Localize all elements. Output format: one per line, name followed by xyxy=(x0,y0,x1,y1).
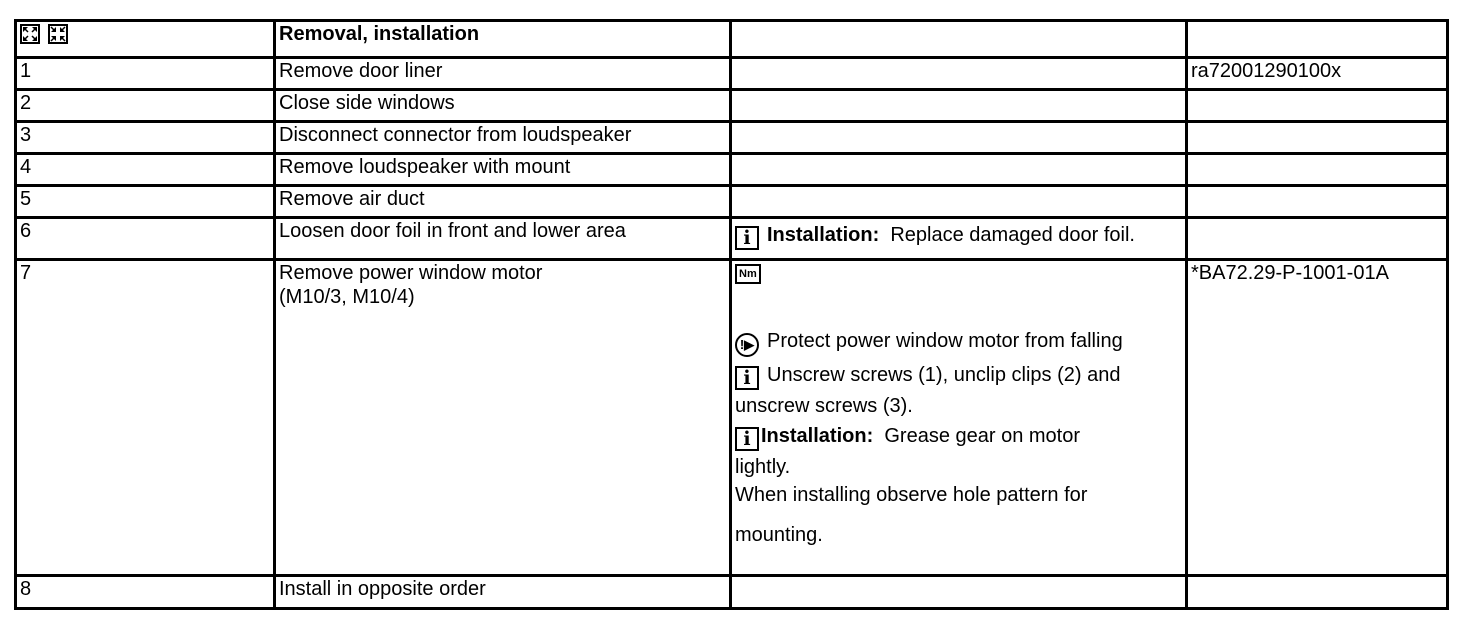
note-text: Replace damaged door foil. xyxy=(890,224,1135,246)
table-row xyxy=(16,260,1448,576)
step-number: 4 xyxy=(16,154,275,186)
step-number: 5 xyxy=(16,186,275,218)
step-action: Close side windows xyxy=(275,90,731,122)
step-action xyxy=(275,260,731,576)
collapse-all-icon[interactable] xyxy=(48,24,68,44)
table-row xyxy=(16,90,1448,122)
step-notes xyxy=(731,576,1187,609)
step-action: Install in opposite order xyxy=(275,576,731,609)
step-action-line: (M10/3, M10/4) xyxy=(279,286,415,308)
step-reference xyxy=(1187,154,1448,186)
step-number: 8 xyxy=(16,576,275,609)
torque-nm-icon[interactable]: Nm xyxy=(735,264,761,284)
info-text: lightly. xyxy=(735,456,791,478)
step-notes xyxy=(731,154,1187,186)
info-icon[interactable]: i xyxy=(735,427,759,451)
step-notes xyxy=(731,260,1187,576)
expand-all-icon[interactable] xyxy=(20,24,40,44)
step-number: 7 xyxy=(16,260,275,576)
step-reference xyxy=(1187,186,1448,218)
step-reference xyxy=(1187,122,1448,154)
step-action: Disconnect connector from loudspeaker xyxy=(275,122,731,154)
step-action: Remove air duct xyxy=(275,186,731,218)
step-number: 2 xyxy=(16,90,275,122)
header-title: Removal, installation xyxy=(275,21,731,58)
info-text: mounting. xyxy=(735,524,823,546)
warning-text: Protect power window motor from falling xyxy=(767,330,1123,352)
step-action-line: Remove power window motor xyxy=(279,262,543,284)
table-row xyxy=(16,122,1448,154)
header-icons-cell xyxy=(16,21,275,58)
table-row xyxy=(16,154,1448,186)
procedure-table xyxy=(14,19,1449,610)
info-icon[interactable]: i xyxy=(735,226,759,250)
step-notes xyxy=(731,122,1187,154)
step-action: Remove loudspeaker with mount xyxy=(275,154,731,186)
step-notes xyxy=(731,58,1187,90)
note-label: Installation: xyxy=(761,425,874,447)
step-number: 6 xyxy=(16,218,275,260)
info-icon[interactable]: i xyxy=(735,366,759,390)
step-reference xyxy=(1187,90,1448,122)
table-row xyxy=(16,218,1448,260)
table-row xyxy=(16,58,1448,90)
step-reference-link[interactable]: *BA72.29-P-1001-01A xyxy=(1187,260,1448,576)
header-empty-cell xyxy=(731,21,1187,58)
note-label: Installation: xyxy=(767,224,880,246)
step-reference xyxy=(1187,218,1448,260)
step-reference xyxy=(1187,576,1448,609)
info-text: unscrew screws (3). xyxy=(735,395,913,417)
step-number: 3 xyxy=(16,122,275,154)
step-reference-link[interactable]: ra72001290100x xyxy=(1187,58,1448,90)
step-action: Remove door liner xyxy=(275,58,731,90)
step-action: Loosen door foil in front and lower area xyxy=(275,218,731,260)
warning-icon[interactable]: !▶ xyxy=(735,333,759,357)
step-notes xyxy=(731,218,1187,260)
info-text: Grease gear on motor xyxy=(884,425,1081,447)
step-notes xyxy=(731,186,1187,218)
table-row xyxy=(16,576,1448,609)
table-row xyxy=(16,186,1448,218)
info-text: When installing observe hole pattern for xyxy=(735,484,1088,506)
info-text: Unscrew screws (1), unclip clips (2) and xyxy=(767,364,1121,386)
table-header-row xyxy=(16,21,1448,58)
step-number: 1 xyxy=(16,58,275,90)
header-empty-cell xyxy=(1187,21,1448,58)
step-notes xyxy=(731,90,1187,122)
